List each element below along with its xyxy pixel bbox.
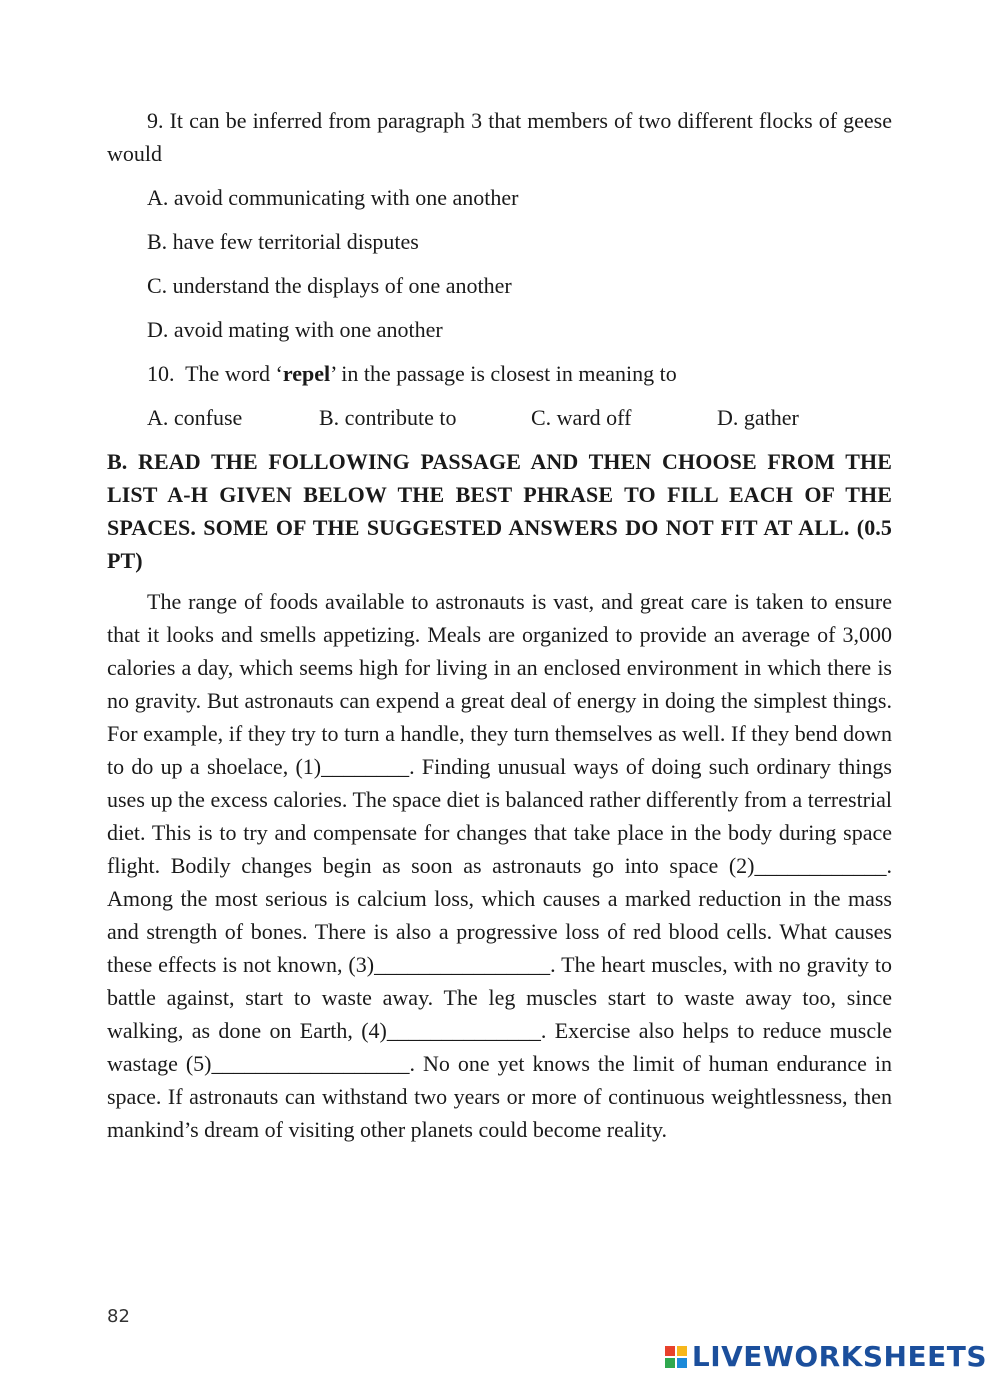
logo-square-yellow [677,1346,687,1356]
liveworksheets-grid-icon [665,1346,687,1368]
section-b-heading: B. READ THE FOLLOWING PASSAGE AND THEN CHOOSE FROM THE LIST A-H GIVEN BELOW THE BEST PHRASE TO FILL EACH OF THE SPACES. SOME OF THE SUGGESTED ANSWERS DO NOT FIT AT ALL. (0.5 PT) [107,449,892,573]
question-10-option-b: B. contribute to [319,405,457,430]
logo-square-red [665,1346,675,1356]
question-10-number: 10. [147,361,175,386]
question-9-option-d: D. avoid mating with one another [147,317,443,342]
question-9-text: It can be inferred from paragraph 3 that members of two different flocks of geese would [107,108,893,166]
page-number: 82 [107,1306,130,1327]
question-10-option-d: D. gather [717,405,799,430]
question-10-text-after: ’ in the passage is closest in meaning to [330,361,677,386]
section-b-passage: The range of foods available to astronauts is vast, and great care is taken to ensure that it looks and smells appetizing. Meals are organized to provide an average of 3,000 calories a day, which seems high for living in an enclosed environment in which there is no gravity. But astronauts can expend a great deal of energy in doing the simplest things. For example, if they try to turn a handle, they turn themselves as well. If they bend down to do up a shoelace, (1)________. Finding unusual ways of doing such ordinary things uses up the excess calories. The space diet is balanced rather differently from a terrestrial diet. This is to try and compensate for changes that take place in the body during space flight. Bodily changes begin as soon as astronauts go into space (2)____________. Among the most serious is calcium loss, which causes a marked reduction in the mass and strength of bones. There is also a progressive loss of red blood cells. What causes these effects is not known, (3)________________. The heart muscles, with no gravity to battle against, start to waste away. The leg muscles start to waste away too, since walking, as done on Earth, (4)______________. Exercise also helps to reduce muscle wastage (5)__________________. No one yet knows the limit of human endurance in space. If astronauts can withstand two years or more of continuous weightlessness, then mankind’s dream of visiting other planets could become reality. [107,589,892,1142]
question-10-options [107,401,892,434]
question-10-stem [107,357,892,390]
liveworksheets-logo[interactable] [665,1340,987,1373]
liveworksheets-brand-text: LIVEWORKSHEETS [691,1340,987,1373]
logo-square-green [665,1358,675,1368]
question-9-stem [107,104,892,170]
question-10-keyword: repel [282,361,331,386]
question-10-option-c: C. ward off [531,405,632,430]
question-9-option-a: A. avoid communicating with one another [147,185,519,210]
question-9-number: 9. [147,108,164,133]
page-content [107,104,892,1146]
question-9-option-b: B. have few territorial disputes [147,229,419,254]
logo-square-blue [677,1358,687,1368]
question-9-option-c: C. understand the displays of one another [147,273,512,298]
question-10-text-before: The word ‘ [185,361,283,386]
question-10-option-a: A. confuse [147,405,243,430]
